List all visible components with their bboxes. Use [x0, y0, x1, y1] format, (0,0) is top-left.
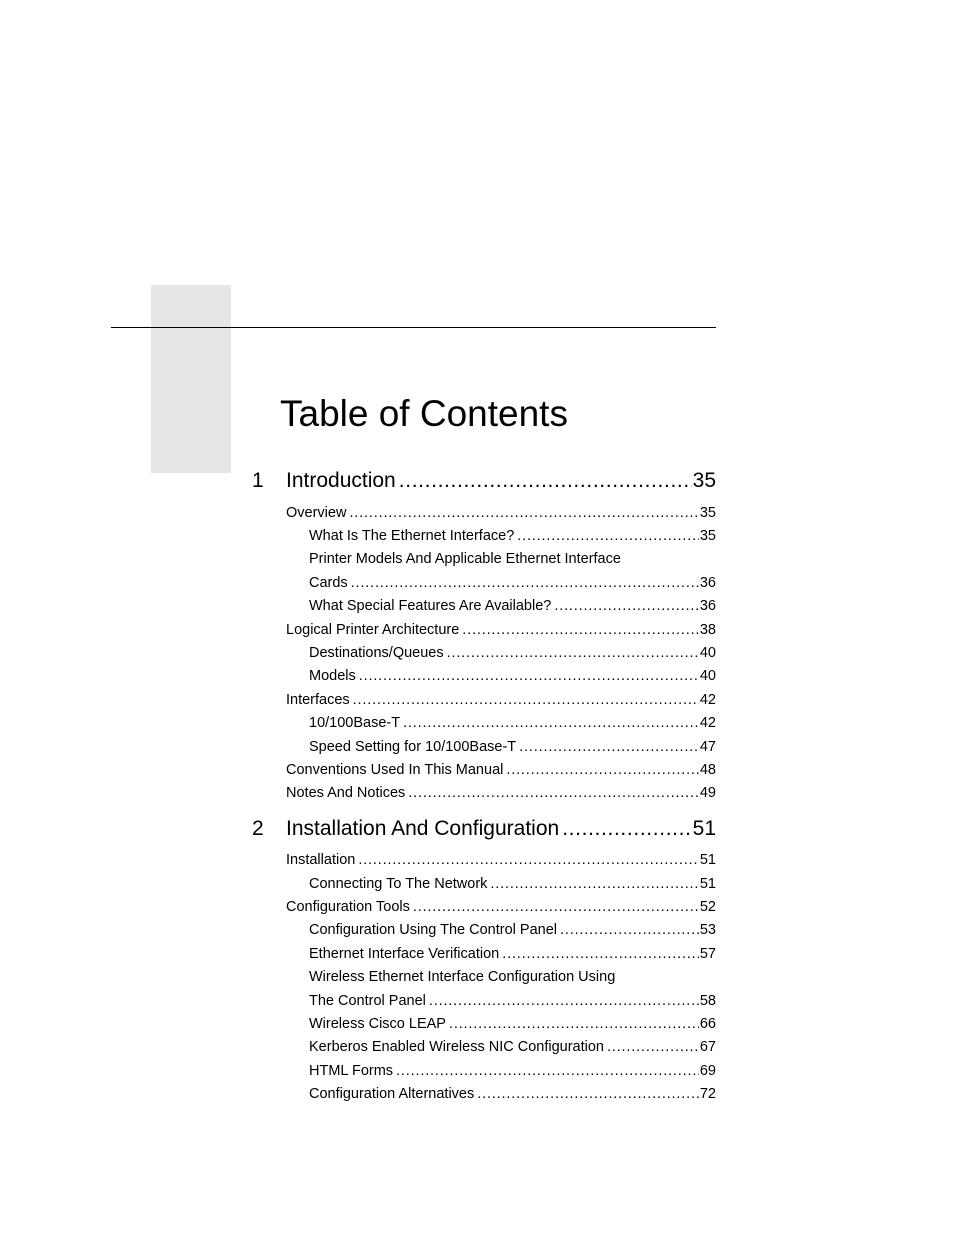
entry-page: 40 [699, 645, 716, 661]
entry-label: Interfaces [286, 692, 350, 708]
entry-label: Speed Setting for 10/100Base-T [309, 739, 517, 755]
toc-entry[interactable] [309, 1016, 716, 1036]
entry-label: Kerberos Enabled Wireless NIC Configuration [309, 1039, 604, 1055]
entry-label: HTML Forms [309, 1063, 394, 1079]
toc-entry[interactable] [309, 739, 716, 759]
dot-leader [519, 739, 699, 755]
toc-entry[interactable] [309, 668, 716, 688]
toc-entry[interactable] [309, 598, 716, 618]
toc-entry[interactable] [286, 505, 716, 525]
dot-leader [449, 1016, 699, 1032]
chapter-tab-block [151, 285, 231, 473]
chapter-page: 51 [692, 817, 716, 840]
entry-label: What Special Features Are Available? [309, 598, 552, 614]
dot-leader [502, 946, 699, 962]
toc-entry[interactable] [286, 762, 716, 782]
dot-leader [396, 1063, 699, 1079]
dot-leader [562, 817, 691, 841]
toc-entry[interactable] [309, 551, 716, 571]
toc-entry[interactable] [309, 969, 716, 989]
entry-page: 51 [699, 852, 716, 868]
entry-label: Logical Printer Architecture [286, 622, 460, 638]
dot-leader [359, 668, 699, 684]
entry-label: Ethernet Interface Verification [309, 946, 500, 962]
dot-leader [477, 1086, 699, 1102]
entry-label: What Is The Ethernet Interface? [309, 528, 515, 544]
entry-label: Cards [309, 575, 348, 591]
toc-entry[interactable] [286, 785, 716, 805]
dot-leader [447, 645, 699, 661]
entry-page: 42 [699, 692, 716, 708]
toc-entry[interactable] [309, 528, 716, 548]
dot-leader [462, 622, 699, 638]
entry-page: 47 [699, 739, 716, 755]
entry-label: Wireless Cisco LEAP [309, 1016, 446, 1032]
toc-chapter-2[interactable] [250, 817, 716, 847]
toc-entry[interactable] [309, 993, 716, 1013]
entry-label: Configuration Alternatives [309, 1086, 475, 1102]
entry-label: Configuration Using The Control Panel [309, 922, 557, 938]
chapter-number: 2 [252, 817, 264, 840]
entry-page: 51 [699, 876, 716, 892]
dot-leader [403, 715, 699, 731]
dot-leader [490, 876, 698, 892]
entry-page: 36 [699, 575, 716, 591]
chapter-title: Introduction [286, 469, 396, 492]
toc-entry[interactable] [286, 622, 716, 642]
entry-label: Configuration Tools [286, 899, 410, 915]
toc-entry[interactable] [309, 922, 716, 942]
entry-page: 40 [699, 668, 716, 684]
dot-leader [358, 852, 699, 868]
entry-page: 66 [699, 1016, 716, 1032]
entry-page: 52 [699, 899, 716, 915]
toc-entry[interactable] [309, 1086, 716, 1106]
entry-page: 48 [699, 762, 716, 778]
entry-page: 67 [699, 1039, 716, 1055]
chapter-title: Installation And Configuration [286, 817, 560, 840]
entry-page: 42 [699, 715, 716, 731]
entry-label: Conventions Used In This Manual [286, 762, 504, 778]
entry-label: Overview [286, 505, 347, 521]
dot-leader [429, 993, 699, 1009]
chapter-page: 35 [692, 469, 716, 492]
toc-entry[interactable] [309, 575, 716, 595]
toc-entry[interactable] [309, 715, 716, 735]
dot-leader [554, 598, 699, 614]
toc-entry[interactable] [309, 1039, 716, 1059]
toc-entry[interactable] [286, 692, 716, 712]
toc-entry[interactable] [309, 1063, 716, 1083]
dot-leader [607, 1039, 699, 1055]
dot-leader [413, 899, 699, 915]
toc-entry[interactable] [309, 946, 716, 966]
dot-leader [517, 528, 699, 544]
entry-page: 36 [699, 598, 716, 614]
entry-label: Models [309, 668, 356, 684]
entry-label: Notes And Notices [286, 785, 406, 801]
dot-leader [351, 575, 699, 591]
entry-page: 53 [699, 922, 716, 938]
dot-leader [399, 469, 692, 493]
entry-label: The Control Panel [309, 993, 426, 1009]
entry-page: 49 [699, 785, 716, 801]
dot-leader [560, 922, 699, 938]
toc-chapter-1[interactable] [250, 469, 716, 499]
page-title: Table of Contents [280, 393, 568, 434]
dot-leader [408, 785, 699, 801]
dot-leader [506, 762, 699, 778]
dot-leader [349, 505, 698, 521]
chapter-number: 1 [252, 469, 264, 492]
entry-page: 58 [699, 993, 716, 1009]
entry-page: 69 [699, 1063, 716, 1079]
entry-page: 38 [699, 622, 716, 638]
dot-leader [353, 692, 699, 708]
entry-label: Installation [286, 852, 356, 868]
entry-page: 35 [699, 505, 716, 521]
toc-entry[interactable] [286, 899, 716, 919]
toc-entry[interactable] [286, 852, 716, 872]
entry-page: 57 [699, 946, 716, 962]
entry-label: 10/100Base-T [309, 715, 401, 731]
toc-entry[interactable] [309, 876, 716, 896]
entry-label: Destinations/Queues [309, 645, 444, 661]
toc-entry[interactable] [309, 645, 716, 665]
entry-page: 35 [699, 528, 716, 544]
entry-label: Wireless Ethernet Interface Configuration Using [309, 969, 616, 985]
entry-label: Connecting To The Network [309, 876, 488, 892]
entry-label: Printer Models And Applicable Ethernet Interface [309, 551, 621, 567]
header-rule [111, 327, 716, 328]
entry-page: 72 [699, 1086, 716, 1102]
